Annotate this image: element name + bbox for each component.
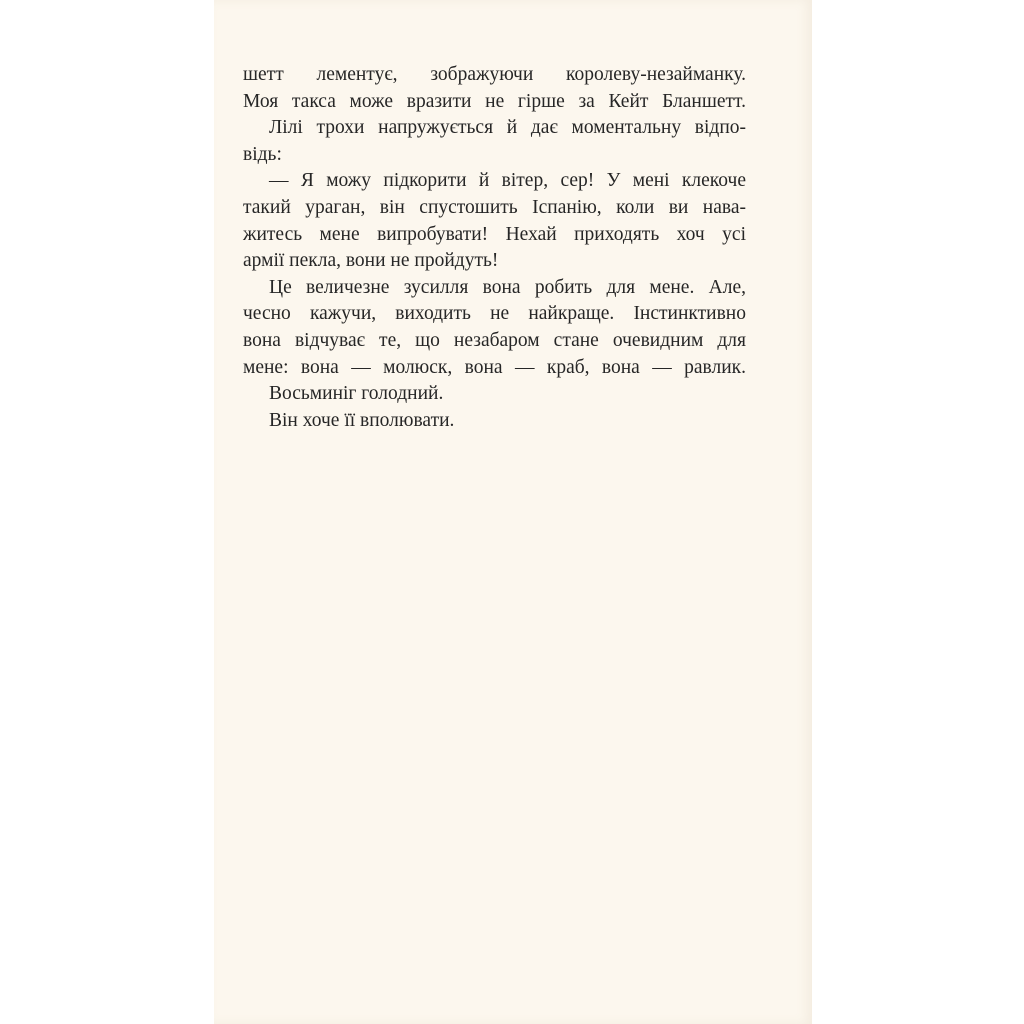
text-line: Це величезне зусилля вона робить для мене. Але,	[269, 276, 746, 298]
text-line: відь:	[243, 143, 282, 165]
text-line: Лілі трохи напружується й дає моментальну відпо-	[269, 117, 746, 139]
book-page	[214, 0, 812, 1024]
text-line: Восьминіг голодний.	[269, 383, 444, 405]
page-text	[243, 62, 746, 434]
text-line: мене: вона — молюск, вона — краб, вона — равлик.	[243, 356, 746, 378]
text-line: такий ураган, він спустошить Іспанію, коли ви нава-	[243, 196, 746, 218]
text-line: вона відчуває те, що незабаром стане очевидним для	[243, 329, 746, 351]
text-line: Моя такса може вразити не гірше за Кейт Бланшетт.	[243, 90, 746, 112]
text-line: житесь мене випробувати! Нехай приходять хоч усі	[243, 223, 746, 245]
text-line: чесно кажучи, виходить не найкраще. Інстинктивно	[243, 303, 746, 325]
text-line: — Я можу підкорити й вітер, сер! У мені клекоче	[269, 170, 746, 192]
text-line: армії пекла, вони не пройдуть!	[243, 250, 499, 272]
text-line: Він хоче її вполювати.	[269, 409, 455, 431]
text-line: шетт лементує, зображуючи королеву-незайманку.	[243, 64, 746, 85]
